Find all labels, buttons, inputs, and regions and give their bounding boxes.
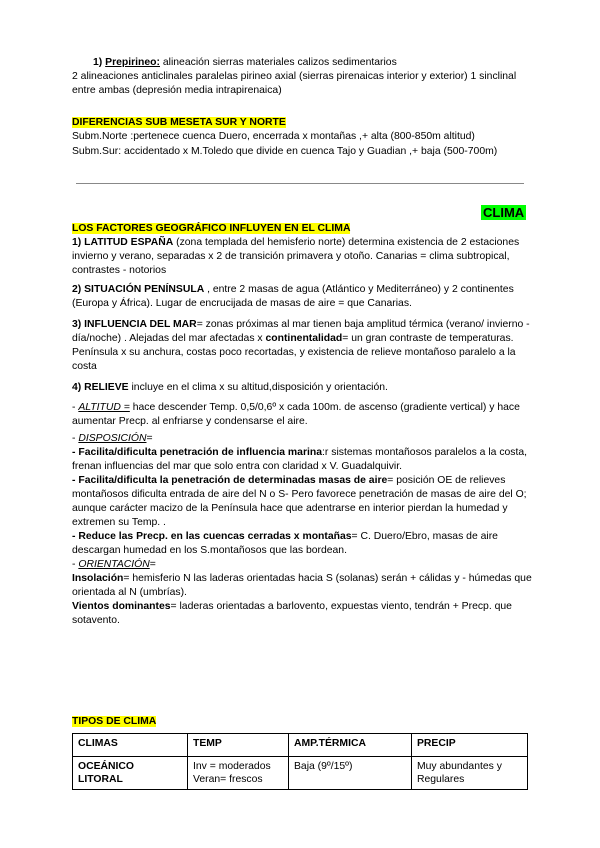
precip-line-1: Muy abundantes y — [417, 761, 502, 772]
prepirineo-title: Prepirineo: — [105, 57, 160, 68]
disposicion-suffix: = — [146, 433, 153, 444]
disposicion-label: DISPOSICIÓN — [78, 433, 147, 444]
disp2-text: = posición OE de relieves montañosos dificulta entrada de aire del N o S- Pero favorece penetración de masas de aire del O; aunque carácter macizo de la Península hace que adentrarse en interior pierdan la humedad y extremen su Temp. . — [72, 475, 527, 528]
mar-text-1: = zonas próximas al mar tienen baja amplitud térmica (verano/ invierno - día/noche) . Alejadas del mar afectadas x — [72, 319, 530, 344]
disposicion-item-1 — [72, 446, 532, 474]
submeseta-sur: Subm.Sur: accidentado x M.Toledo que divide en cuenca Tajo y Guadian ,+ baja (500-700m) — [72, 146, 498, 157]
relieve-text: incluye en el clima x su altitud,disposición y orientación. — [128, 382, 388, 393]
situacion-text: , entre 2 masas de agua (Atlántico y Mediterráneo) y 2 continentes (Europa y África). Lugar de encrucijada de masas de aire = que Canarias. — [72, 284, 514, 309]
temp-line-2: Veran= frescos — [193, 774, 263, 785]
clima-line-1: OCEÁNICO — [78, 761, 134, 772]
vientos-text: = laderas orientadas a barlovento, expuestas viento, tendrán + Precp. que sotavento. — [72, 601, 512, 626]
header-precip: PRECIP — [412, 734, 528, 757]
disp3-text: = C. Duero/Ebro, masas de aire descargan humedad en los S.montañosos que las bordean. — [72, 531, 498, 556]
mar-text-2: = un gran contraste de temperaturas. Península x su anchura, costas poco recortadas, y existencia de relieve montañoso paralelo a la costa — [72, 333, 516, 372]
prepirineo-heading — [93, 56, 553, 70]
factor-relieve — [72, 381, 532, 395]
vientos-label: Vientos dominantes — [72, 601, 171, 612]
mar-bold: continentalidad — [265, 333, 343, 344]
factor-situacion — [72, 283, 532, 311]
disp1-label: - Facilita/dificulta penetración de influencia marina — [72, 447, 323, 458]
horizontal-divider — [76, 183, 524, 184]
cell-temp — [188, 757, 289, 790]
disposicion-item-2 — [72, 474, 532, 530]
orientacion-label: ORIENTACIÓN — [78, 559, 150, 570]
tipos-clima-table — [72, 733, 528, 790]
header-climas: CLIMAS — [73, 734, 188, 757]
tipos-title: TIPOS DE CLIMA — [72, 716, 157, 727]
table-header-row — [73, 734, 528, 757]
altitud-label: ALTITUD = — [78, 402, 130, 413]
temp-line-1: Inv = moderados — [193, 761, 271, 772]
factores-section — [72, 222, 532, 236]
disposicion-item-3 — [72, 530, 532, 558]
prepirineo-number: 1) — [93, 57, 103, 68]
orientacion-vientos — [72, 600, 532, 628]
insolacion-text: = hemisferio N las laderas orientadas hacia S (solanas) serán + cálidas y - húmedas que orientada al N (umbrías). — [72, 573, 532, 598]
header-amp-termica: AMP.TÉRMICA — [289, 734, 412, 757]
orientacion-insolacion — [72, 572, 532, 600]
altitud-text: hace descender Temp. 0,5/0,6º x cada 100m. de ascenso (gradiente vertical) y hace aumentar Precp. al enfriarse y condensarse el aire. — [72, 402, 520, 427]
disp3-label: - Reduce las Precp. en las cuencas cerradas x montañas — [72, 531, 352, 542]
insolacion-label: Insolación — [72, 573, 124, 584]
factor-latitud — [72, 236, 532, 278]
submeseta-title: DIFERENCIAS SUB MESETA SUR Y NORTE — [72, 117, 286, 128]
latitud-label: 1) LATITUD ESPAÑA — [72, 237, 174, 248]
submeseta-section — [72, 116, 532, 130]
disp2-label: - Facilita/dificulta la penetración de determinadas masas de aire — [72, 475, 388, 486]
mar-label: 3) INFLUENCIA DEL MAR — [72, 319, 197, 330]
situacion-label: 2) SITUACIÓN PENÍNSULA — [72, 284, 205, 295]
clima-tag: CLIMA — [483, 205, 525, 220]
relieve-disposicion — [72, 432, 532, 446]
factores-title: LOS FACTORES GEOGRÁFICO INFLUYEN EN EL CLIMA — [72, 223, 351, 234]
header-temp: TEMP — [188, 734, 289, 757]
orientacion-prefix: - — [72, 559, 79, 570]
altitud-prefix: - — [72, 402, 79, 413]
cell-amp: Baja (9º/15º) — [289, 757, 412, 790]
prepirineo-detail: 2 alineaciones anticlinales paralelas pirineo axial (sierras pirenaicas interior y exterior) 1 sinclinal entre ambas (depresión media intrapirenaica) — [72, 71, 517, 96]
cell-clima — [73, 757, 188, 790]
relieve-label: 4) RELIEVE — [72, 382, 129, 393]
factor-mar — [72, 318, 532, 374]
table-row — [73, 757, 528, 790]
prepirineo-desc: alineación sierras materiales calizos sedimentarios — [160, 57, 397, 68]
latitud-text: (zona templada del hemisferio norte) determina existencia de 2 estaciones invierno y verano, separadas x 2 de transición primavera y otoño. Canarias = clima subtropical, contrastes - notorios — [72, 237, 520, 276]
disp1-text: :r sistemas montañosos paralelos a la costa, frenan influencias del mar que solo entra con claridad x V. Guadalquivir. — [72, 447, 528, 472]
cell-precip — [412, 757, 528, 790]
orientacion-suffix: = — [149, 559, 156, 570]
disposicion-prefix: - — [72, 433, 79, 444]
relieve-altitud — [72, 401, 532, 429]
tipos-section — [72, 715, 532, 729]
relieve-orientacion — [72, 558, 532, 572]
precip-line-2: Regulares — [417, 774, 465, 785]
submeseta-norte: Subm.Norte :pertenece cuenca Duero, encerrada x montañas ,+ alta (800-850m altitud) — [72, 131, 475, 142]
clima-line-2: LITORAL — [78, 774, 123, 785]
